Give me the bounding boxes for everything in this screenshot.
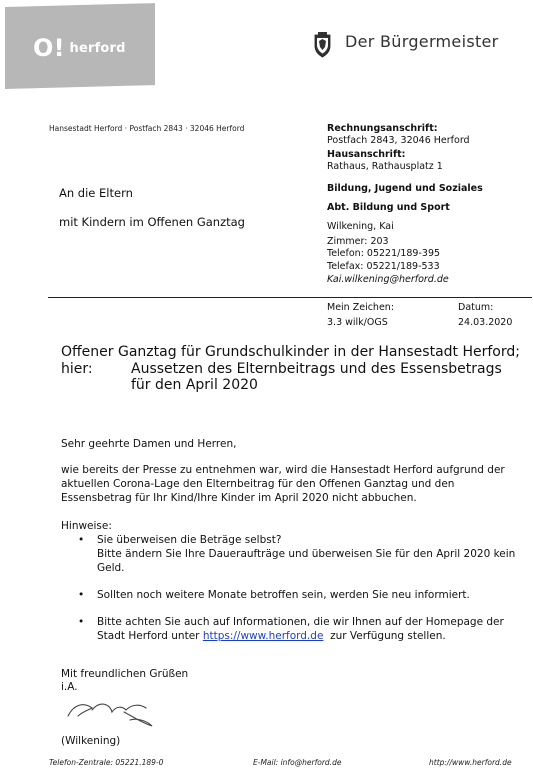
reference-value: 3.3 wilk/OGS xyxy=(327,317,388,328)
subject-line-2: Aussetzen des Elternbeitrags und des Essensbetrags für den April 2020 xyxy=(131,360,502,393)
contact-email[interactable]: Kai.wilkening@herford.de xyxy=(327,274,449,285)
coat-of-arms-icon xyxy=(314,32,331,58)
closing: Mit freundlichen Grüßen xyxy=(61,668,189,680)
recipient-line-1: An die Eltern xyxy=(59,186,133,200)
salutation: Sehr geehrte Damen und Herren, xyxy=(61,438,237,450)
signatory-name: (Wilkening) xyxy=(61,735,121,747)
department-name: Bildung, Jugend und Soziales xyxy=(327,183,483,194)
contact-fax: Telefax: 05221/189-533 xyxy=(327,261,440,272)
on-behalf-label: i.A. xyxy=(61,681,78,693)
subject-line-1: Offener Ganztag für Grundschulkinder in der Hansestadt Herford; xyxy=(61,344,520,360)
billing-address-value: Postfach 2843, 32046 Herford xyxy=(327,135,470,146)
footer-email[interactable]: E-Mail: info@herford.de xyxy=(253,758,342,767)
subject-hier-label: hier: xyxy=(61,360,93,377)
recipient-line-2: mit Kindern im Offenen Ganztag xyxy=(59,215,245,229)
notes-label: Hinweise: xyxy=(61,520,112,532)
notes-section xyxy=(61,519,521,643)
note-3-text: Bitte achten Sie auch auf Informationen, die wir Ihnen auf der Homepage der Stadt Herford unter xyxy=(97,616,504,642)
note-item-1 xyxy=(61,533,521,575)
date-label: Datum: xyxy=(458,302,494,313)
note-item-3 xyxy=(61,615,521,643)
contact-phone: Telefon: 05221/189-395 xyxy=(327,248,441,259)
reference-label: Mein Zeichen: xyxy=(327,302,395,313)
footer-website[interactable]: http://www.herford.de xyxy=(429,758,512,767)
body-paragraph: wie bereits der Presse zu entnehmen war, wird die Hansestadt Herford aufgrund der aktuellen Corona-Lage den Elternbeitrag für den Offenen Ganztag und den Essensbetrag für Ihr Kind/Ihre Kinder im April 2020 nicht abbuchen. xyxy=(61,464,505,504)
mayor-title: Der Bürgermeister xyxy=(345,32,499,51)
sender-address-line: Hansestadt Herford · Postfach 2843 · 32046 Herford xyxy=(49,124,245,133)
letter-subject xyxy=(61,344,521,394)
city-logo xyxy=(33,30,126,62)
division-name: Abt. Bildung und Sport xyxy=(327,202,450,213)
contact-person: Wilkening, Kai xyxy=(327,221,394,232)
note-item-2: • Sollten noch weitere Monate betroffen sein, werden Sie neu informiert. xyxy=(61,588,521,602)
contact-room: Zimmer: 203 xyxy=(327,236,389,247)
logo-wordmark: herford xyxy=(69,41,126,56)
house-address-value: Rathaus, Rathausplatz 1 xyxy=(327,161,443,172)
note-1-instruction: Bitte ändern Sie Ihre Daueraufträge und überweisen Sie für den April 2020 kein Geld. xyxy=(97,548,516,574)
footer-phone: Telefon-Zentrale: 05221.189-0 xyxy=(49,758,164,767)
homepage-link[interactable]: https://www.herford.de xyxy=(202,630,324,642)
header-divider xyxy=(48,297,532,298)
billing-address-label: Rechnungsanschrift: xyxy=(327,123,438,134)
note-3-suffix: zur Verfügung stellen. xyxy=(323,630,446,642)
handwritten-signature xyxy=(66,694,166,734)
house-address-label: Hausanschrift: xyxy=(327,149,406,160)
notes-list xyxy=(61,533,521,643)
logo-mark: O! xyxy=(33,34,65,62)
note-1-question: • Sie überweisen die Beträge selbst? xyxy=(97,534,282,546)
date-value: 24.03.2020 xyxy=(458,317,513,328)
